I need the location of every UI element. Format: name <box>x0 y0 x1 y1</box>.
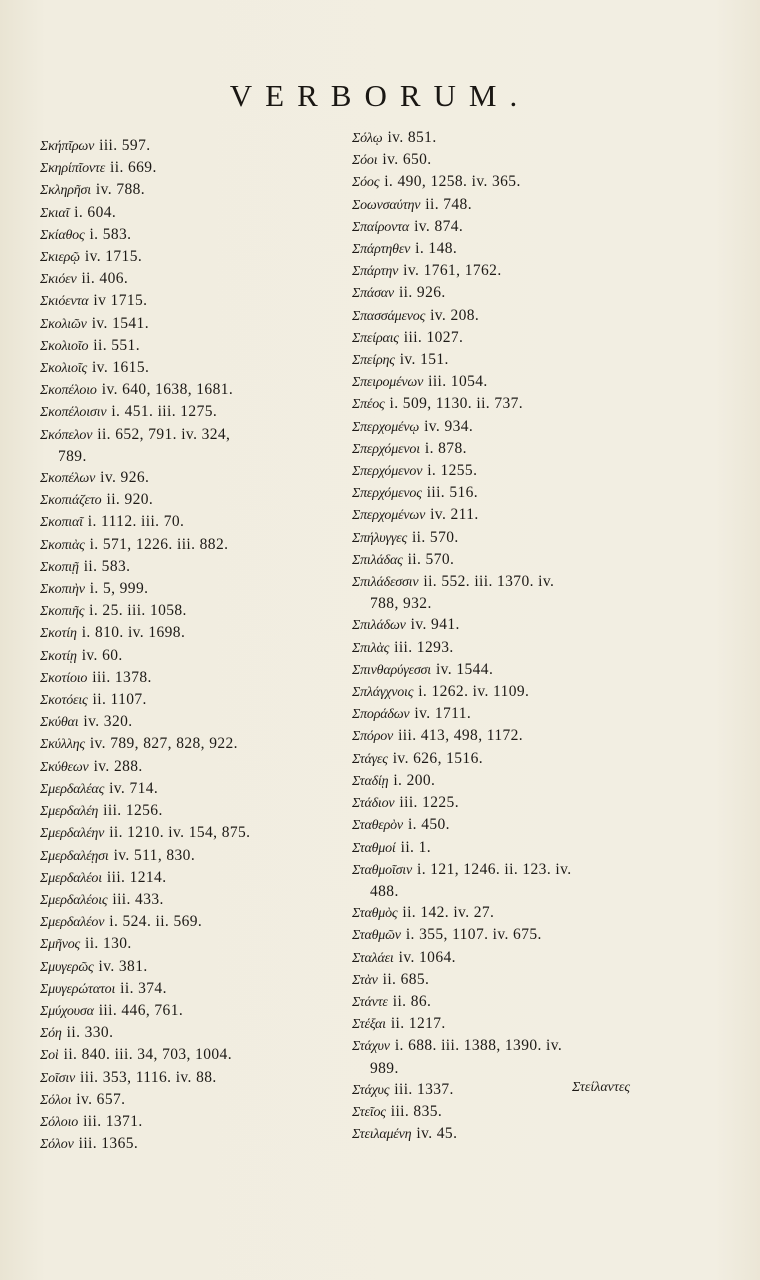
index-entry <box>352 216 688 238</box>
index-entry <box>352 371 688 393</box>
index-entry <box>352 659 688 681</box>
line-reference: ii. 1. <box>400 838 431 856</box>
greek-headword: Σοὶ <box>40 1048 59 1064</box>
left-index-column <box>40 135 340 1155</box>
line-reference: iv. 1541. <box>91 314 149 332</box>
line-reference: ii. 552. iii. 1370. iv. <box>423 573 555 591</box>
index-entry <box>40 401 340 423</box>
line-reference: iv. 926. <box>100 469 150 487</box>
greek-headword: Σπήλυγγες <box>352 530 407 546</box>
greek-headword: Σκιόεν <box>40 272 77 288</box>
index-entry <box>40 511 340 533</box>
greek-headword: Σκοτόεις <box>40 693 88 709</box>
index-entry <box>352 1079 688 1101</box>
greek-headword: Σταθμοί <box>352 840 396 856</box>
greek-headword: Σόη <box>40 1026 62 1042</box>
greek-headword: Σκολιοῖο <box>40 338 89 354</box>
line-reference: i. 121, 1246. ii. 123. iv. <box>417 860 572 878</box>
line-reference: iii. 597. <box>99 137 151 154</box>
index-entry <box>40 578 340 600</box>
greek-headword: Σκοπιάζετο <box>40 493 102 509</box>
index-entry <box>352 327 688 349</box>
line-reference: ii. 685. <box>382 970 430 988</box>
line-reference: iii. 1256. <box>103 802 163 820</box>
index-entry <box>352 349 688 371</box>
line-reference: iv. 788. <box>95 181 146 199</box>
greek-headword: Σόλοιο <box>40 1114 79 1130</box>
line-reference: i. 5, 999. <box>89 580 149 598</box>
greek-headword: Σπιλάδεσσιν <box>352 575 419 591</box>
index-entry <box>40 978 340 1000</box>
index-entry <box>40 246 340 268</box>
index-entry <box>40 379 340 401</box>
line-reference: ii. 748. <box>425 195 472 213</box>
index-entry <box>40 689 340 711</box>
line-reference: 788, 932. <box>370 595 432 613</box>
line-reference: i. 583. <box>89 225 132 243</box>
line-reference: iv. 381. <box>98 957 148 975</box>
index-entry <box>40 556 340 578</box>
index-entry <box>352 748 688 770</box>
index-entry <box>40 467 340 489</box>
greek-headword: Σκληρῆσι <box>40 183 91 199</box>
index-entry <box>352 460 688 482</box>
index-entry <box>352 1035 688 1057</box>
greek-headword: Σκιαῖ <box>40 205 70 221</box>
greek-headword: Σκολιοῖς <box>40 361 87 377</box>
line-reference: iv. 151. <box>399 351 449 369</box>
index-entry <box>40 1089 340 1111</box>
line-reference: iii. 1365. <box>78 1135 139 1153</box>
index-entry <box>40 1133 340 1155</box>
line-reference: i. 571, 1226. iii. 882. <box>89 535 229 553</box>
line-reference: ii. 1217. <box>390 1015 446 1033</box>
index-entry <box>352 238 688 260</box>
index-entry <box>40 224 340 246</box>
greek-headword: Σκοτίη <box>40 626 77 642</box>
greek-headword: Σμυγερώτατοι <box>40 981 116 997</box>
index-entry <box>40 845 340 867</box>
line-reference: iv. 650. <box>382 151 432 169</box>
line-reference: iii. 446, 761. <box>98 1001 184 1019</box>
greek-headword: Σμερδαλέον <box>40 915 105 931</box>
greek-headword: Σπιλάδας <box>352 552 403 568</box>
greek-headword: Σκοπέλοισιν <box>40 405 107 421</box>
line-reference: ii. 551. <box>93 336 140 354</box>
index-entry <box>40 446 340 467</box>
line-reference: iv. 657. <box>76 1090 126 1108</box>
line-reference: iv. 1711. <box>414 705 472 723</box>
line-reference: i. 148. <box>415 240 458 258</box>
index-entry <box>352 881 688 902</box>
line-reference: i. 490, 1258. iv. 365. <box>384 173 521 191</box>
index-entry <box>352 571 688 593</box>
line-reference: iv. 320. <box>83 713 133 731</box>
index-entry <box>352 549 688 571</box>
index-entry <box>352 703 688 725</box>
index-entry <box>40 179 340 201</box>
index-entry <box>352 725 688 747</box>
index-entry <box>352 947 688 969</box>
index-entry <box>40 778 340 800</box>
index-entry <box>352 482 688 504</box>
line-reference: iii. 1214. <box>106 868 167 886</box>
line-reference: i. 451. iii. 1275. <box>111 403 218 421</box>
greek-headword: Σπασσάμενος <box>352 308 426 324</box>
greek-headword: Σπερχόμενον <box>352 464 423 480</box>
index-entry <box>40 268 340 290</box>
index-entry <box>352 127 688 149</box>
line-reference: iv. 60. <box>81 646 123 664</box>
greek-headword: Στὰν <box>352 972 378 988</box>
greek-headword: Σκύθεων <box>40 759 89 775</box>
index-entry <box>40 711 340 733</box>
index-entry <box>40 822 340 844</box>
index-entry <box>352 969 688 991</box>
line-reference: ii. 920. <box>106 491 154 509</box>
index-entry <box>40 424 340 446</box>
line-reference: iv. 211. <box>430 506 479 524</box>
greek-headword: Σκοτίοιο <box>40 670 88 686</box>
line-reference: ii. 570. <box>407 550 455 568</box>
line-reference: iv. 626, 1516. <box>392 749 483 767</box>
line-reference: iv. 1064. <box>398 948 456 966</box>
line-reference: iv. 789, 827, 828, 922. <box>89 735 238 753</box>
line-reference: ii. 142. iv. 27. <box>402 904 495 922</box>
index-entry <box>352 681 688 703</box>
greek-headword: Σπαίροντα <box>352 219 410 235</box>
index-entry <box>40 911 340 933</box>
index-entry <box>40 889 340 911</box>
line-reference: iv. 1761, 1762. <box>403 262 502 280</box>
line-reference: iii. 1371. <box>83 1112 143 1130</box>
greek-headword: Σόλῳ <box>352 131 383 146</box>
line-reference: i. 200. <box>393 771 436 789</box>
index-entry <box>40 733 340 755</box>
line-reference: ii. 570. <box>411 528 459 546</box>
line-reference: i. 509, 1130. ii. 737. <box>389 395 524 413</box>
greek-headword: Σπείρης <box>352 353 395 369</box>
index-entry <box>40 756 340 778</box>
greek-headword: Στέξαι <box>352 1017 386 1033</box>
greek-headword: Σόλοι <box>40 1092 72 1108</box>
index-entry <box>40 313 340 335</box>
line-reference: 989. <box>370 1059 399 1077</box>
line-reference: iii. 516. <box>426 484 479 502</box>
line-reference: i. 688. iii. 1388, 1390. iv. <box>394 1037 563 1055</box>
greek-headword: Σοωνσαύτην <box>352 197 421 213</box>
line-reference: iv. 934. <box>424 417 474 435</box>
greek-headword: Στειλαμένη <box>352 1127 412 1143</box>
greek-headword: Σκοπέλων <box>40 471 96 487</box>
index-entry <box>40 933 340 955</box>
greek-headword: Σταθμῶν <box>352 928 401 944</box>
index-entry <box>352 837 688 859</box>
line-reference: iv. 208. <box>430 306 480 324</box>
line-reference: iii. 1027. <box>403 328 464 346</box>
index-entry <box>40 1022 340 1044</box>
line-reference: iii. 413, 498, 1172. <box>398 727 524 745</box>
index-entry <box>352 282 688 304</box>
line-reference: ii. 330. <box>66 1024 114 1042</box>
greek-headword: Σμερδαλέην <box>40 826 105 842</box>
index-entry <box>40 867 340 889</box>
index-entry <box>40 534 340 556</box>
greek-headword: Σκοπιαῖ <box>40 515 83 531</box>
greek-headword: Στάγες <box>352 751 388 767</box>
greek-headword: Σμύχουσα <box>40 1003 94 1019</box>
index-entry <box>352 792 688 814</box>
line-reference: ii. 926. <box>398 284 446 302</box>
greek-headword: Σπάσαν <box>352 286 394 302</box>
greek-headword: Σταθμοῖσιν <box>352 862 413 878</box>
line-reference: i. 604. <box>74 203 117 221</box>
greek-headword: Στεῖος <box>352 1104 386 1120</box>
greek-headword: Σκύθαι <box>40 715 79 731</box>
greek-headword: Σταθμὸς <box>352 906 398 922</box>
line-reference: iv. 874. <box>414 217 464 235</box>
line-reference: iv. 714. <box>109 779 159 797</box>
index-entry <box>352 194 688 216</box>
line-reference: iv. 511, 830. <box>113 846 196 864</box>
line-reference: i. 355, 1107. iv. 675. <box>405 926 542 944</box>
greek-headword: Σμερδαλέη <box>40 804 99 820</box>
greek-headword: Σταδίῃ <box>352 773 389 789</box>
index-entry <box>40 667 340 689</box>
greek-headword: Σκοπέλοιο <box>40 383 97 399</box>
line-reference: i. 878. <box>424 439 467 457</box>
greek-headword: Σκύλλης <box>40 737 85 753</box>
greek-headword: Σοῖσιν <box>40 1070 76 1086</box>
line-reference: i. 1255. <box>427 462 478 480</box>
greek-headword: Στάχυς <box>352 1082 390 1098</box>
greek-headword: Στάντε <box>352 994 388 1010</box>
index-entry <box>352 393 688 415</box>
greek-headword: Σκιερῷ <box>40 250 80 266</box>
index-entry <box>352 1058 688 1079</box>
index-entry <box>40 1111 340 1133</box>
line-reference: ii. 86. <box>392 992 432 1010</box>
line-reference: 488. <box>370 882 399 900</box>
greek-headword: Σπερχομένων <box>352 508 426 524</box>
greek-headword: Σπάρτην <box>352 264 399 280</box>
greek-headword: Σμερδαλέας <box>40 781 105 797</box>
index-entry <box>352 614 688 636</box>
greek-headword: Σόοι <box>352 153 378 169</box>
line-reference: iv. 941. <box>410 616 460 634</box>
index-entry <box>352 260 688 282</box>
index-entry <box>40 800 340 822</box>
line-reference: ii. 840. iii. 34, 703, 1004. <box>63 1046 232 1064</box>
index-entry <box>40 1067 340 1089</box>
index-entry <box>352 416 688 438</box>
line-reference: i. 810. iv. 1698. <box>81 624 186 642</box>
greek-headword: Σπερχόμενοι <box>352 441 420 457</box>
greek-headword: Σόος <box>352 175 380 191</box>
greek-headword: Στάχυν <box>352 1039 390 1055</box>
index-entry <box>40 202 340 224</box>
greek-headword: Σποράδων <box>352 707 410 723</box>
greek-headword: Σπάρτηθεν <box>352 242 411 258</box>
index-entry <box>40 956 340 978</box>
line-reference: ii. 1107. <box>92 691 147 709</box>
index-entry <box>352 902 688 924</box>
greek-headword: Σταλάει <box>352 950 394 966</box>
line-reference: ii. 669. <box>110 159 157 177</box>
line-reference: iv 1715. <box>93 292 148 310</box>
greek-headword: Σκηρίπῖοντε <box>40 161 106 177</box>
index-entry <box>352 814 688 836</box>
greek-headword: Σπερχόμενος <box>352 486 422 502</box>
line-reference: i. 1262. iv. 1109. <box>418 683 530 701</box>
line-reference: ii. 130. <box>85 935 132 953</box>
line-reference: i. 25. iii. 1058. <box>89 602 187 620</box>
greek-headword: Σόλον <box>40 1137 74 1153</box>
line-reference: i. 1112. iii. 70. <box>87 513 185 531</box>
index-entry <box>352 859 688 881</box>
greek-headword: Σπείραις <box>352 330 399 346</box>
line-reference: iii. 1225. <box>399 794 459 812</box>
line-reference: ii. 583. <box>83 557 131 575</box>
index-entry <box>40 357 340 379</box>
line-reference: iii. 353, 1116. iv. 88. <box>80 1068 217 1086</box>
greek-headword: Σπλάγχνοις <box>352 685 414 701</box>
index-entry <box>352 504 688 526</box>
index-entry <box>352 171 688 193</box>
index-entry <box>352 770 688 792</box>
line-reference: iv. 1615. <box>91 359 150 377</box>
greek-headword: Σκοπιῆς <box>40 604 85 620</box>
line-reference: iv. 45. <box>416 1125 458 1143</box>
greek-headword: Σμερδαλέῃσι <box>40 848 109 864</box>
greek-headword: Σκόπελον <box>40 427 93 443</box>
index-entry <box>40 135 340 157</box>
index-entry <box>352 593 688 614</box>
greek-headword: Σπειρομένων <box>352 375 424 391</box>
line-reference: i. 450. <box>407 816 450 834</box>
line-reference: ii. 652, 791. iv. 324, <box>97 425 231 443</box>
index-entry <box>352 149 688 171</box>
greek-headword: Σμερδαλέοι <box>40 870 102 886</box>
index-entry <box>352 1013 688 1035</box>
index-entry <box>40 1000 340 1022</box>
line-reference: iv. 851. <box>387 129 437 146</box>
index-entry <box>40 290 340 312</box>
line-reference: iii. 1293. <box>394 638 454 656</box>
index-entry <box>352 305 688 327</box>
line-reference: 789. <box>58 447 87 465</box>
index-entry <box>40 1044 340 1066</box>
index-entry <box>352 1101 688 1123</box>
index-entry <box>352 991 688 1013</box>
index-entry <box>352 1123 688 1145</box>
greek-headword: Σκοπιὴν <box>40 582 85 598</box>
line-reference: i. 524. ii. 569. <box>109 913 203 931</box>
index-entry <box>40 157 340 179</box>
line-reference: ii. 374. <box>120 979 167 997</box>
line-reference: iii. 1054. <box>428 373 488 391</box>
line-reference: ii. 1210. iv. 154, 875. <box>109 824 251 842</box>
index-entry <box>40 600 340 622</box>
line-reference: iv. 288. <box>93 757 143 775</box>
greek-headword: Σμῆνος <box>40 937 80 953</box>
greek-headword: Σπόρον <box>352 729 394 745</box>
line-reference: iii. 1337. <box>394 1080 454 1098</box>
greek-headword: Σκίαθος <box>40 227 85 243</box>
greek-headword: Σκοπιῇ <box>40 559 79 575</box>
greek-headword: Σμυγερῶς <box>40 959 94 975</box>
index-entry <box>40 489 340 511</box>
greek-headword: Σταθερὸν <box>352 818 403 834</box>
greek-headword: Σπέος <box>352 397 385 413</box>
greek-headword: Στάδιον <box>352 796 395 812</box>
index-entry <box>40 645 340 667</box>
greek-headword: Σκοπιὰς <box>40 537 85 553</box>
greek-headword: Σμερδαλέοις <box>40 892 108 908</box>
index-entry <box>40 335 340 357</box>
line-reference: iii. 835. <box>390 1102 443 1120</box>
greek-headword: Σπινθαρύγεσσι <box>352 662 431 678</box>
greek-headword: Σπιλάδων <box>352 618 406 634</box>
page-header: VERBORUM. <box>229 78 531 113</box>
greek-headword: Σπιλὰς <box>352 640 390 656</box>
index-entry <box>352 527 688 549</box>
line-reference: iv. 1544. <box>435 660 494 678</box>
catchword: Στείλαντες <box>572 1080 631 1095</box>
index-entry <box>40 622 340 644</box>
greek-headword: Σκολιῶν <box>40 316 87 332</box>
greek-headword: Σκοτίῃ <box>40 648 77 664</box>
index-entry <box>352 637 688 659</box>
line-reference: iii. 433. <box>112 890 164 908</box>
greek-headword: Σπερχομένῳ <box>352 419 420 435</box>
index-entry <box>352 924 688 946</box>
line-reference: ii. 406. <box>81 270 129 288</box>
greek-headword: Σκήπῖρων <box>40 139 95 154</box>
greek-headword: Σκιόεντα <box>40 294 89 310</box>
line-reference: iv. 1715. <box>84 248 143 266</box>
right-index-column <box>352 127 688 1145</box>
line-reference: iii. 1378. <box>92 668 152 686</box>
line-reference: iv. 640, 1638, 1681. <box>101 381 234 399</box>
index-entry <box>352 438 688 460</box>
